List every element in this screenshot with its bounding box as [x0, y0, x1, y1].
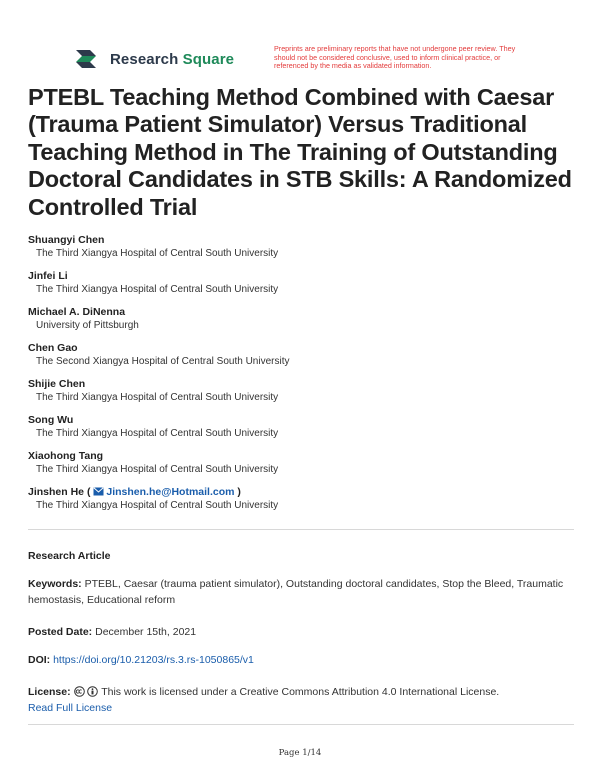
author-affiliation: The Second Xiangya Hospital of Central South University	[36, 356, 290, 367]
creative-commons-icon	[74, 686, 85, 697]
author-affiliation: The Third Xiangya Hospital of Central South University	[36, 500, 279, 511]
doi-link[interactable]: https://doi.org/10.21203/rs.3.rs-1050865/v1	[53, 654, 254, 666]
author-affiliation: The Third Xiangya Hospital of Central South University	[36, 464, 279, 475]
author-list	[28, 233, 576, 521]
corresponding-author-name: Jinshen He ( Jinshen.he@Hotmail.com )	[28, 486, 241, 498]
research-square-logo-icon	[74, 46, 104, 72]
author-entry	[28, 233, 576, 269]
author-affiliation: The Third Xiangya Hospital of Central South University	[36, 248, 279, 259]
paper-title: PTEBL Teaching Method Combined with Caesar (Trauma Patient Simulator) Versus Traditional Teaching Method in The Training of Outstanding Doctoral Candidates in STB Skills: A Randomized Controlled Trial	[28, 84, 572, 220]
author-entry	[28, 449, 576, 485]
author-affiliation: The Third Xiangya Hospital of Central South University	[36, 392, 279, 403]
logo-text-research: Research	[110, 50, 179, 68]
author-entry	[28, 341, 576, 377]
license	[28, 684, 576, 716]
research-square-logo[interactable]	[74, 46, 234, 72]
author-email-link[interactable]: Jinshen.he@Hotmail.com	[106, 486, 235, 498]
preprint-notice: Preprints are preliminary reports that have not undergone peer review. They should not be considered conclusive, used to inform clinical practice, or referenced by the media as validated information.	[274, 44, 516, 71]
license-label: License:	[28, 686, 71, 698]
divider	[28, 529, 574, 530]
author-name[interactable]: Michael A. DiNenna	[28, 306, 126, 318]
author-name[interactable]: Jinfei Li	[28, 270, 68, 282]
author-entry	[28, 413, 576, 449]
divider	[28, 724, 574, 725]
author-name[interactable]: Xiaohong Tang	[28, 450, 104, 462]
author-name[interactable]: Shuangyi Chen	[28, 234, 105, 246]
author-affiliation: The Third Xiangya Hospital of Central South University	[36, 428, 279, 439]
posted-date	[28, 624, 576, 640]
page-number: Page 1/14	[278, 748, 322, 758]
keywords-label: Keywords:	[28, 578, 82, 590]
author-name[interactable]: Chen Gao	[28, 342, 78, 354]
envelope-icon	[93, 487, 104, 496]
author-entry	[28, 269, 576, 305]
author-entry	[28, 305, 576, 341]
logo-wordmark	[110, 51, 234, 68]
article-type: Research Article	[28, 550, 111, 562]
keywords-value: PTEBL, Caesar (trauma patient simulator), Outstanding doctoral candidates, Stop the Bleed, Traumatic hemostasis, Educational reform	[28, 578, 564, 606]
author-name[interactable]: Song Wu	[28, 414, 74, 426]
author-name[interactable]: Jinshen He	[28, 486, 85, 498]
attribution-icon	[87, 686, 98, 697]
posted-date-value: December 15th, 2021	[95, 626, 197, 638]
author-affiliation: University of Pittsburgh	[36, 320, 139, 331]
corresponding-author-entry	[28, 485, 576, 521]
author-affiliation: The Third Xiangya Hospital of Central South University	[36, 284, 279, 295]
doi-label: DOI:	[28, 654, 51, 666]
posted-date-label: Posted Date:	[28, 626, 93, 638]
license-text: This work is licensed under a Creative Commons Attribution 4.0 International License.	[101, 686, 500, 698]
author-entry	[28, 377, 576, 413]
doi	[28, 652, 576, 668]
keywords	[28, 576, 576, 608]
read-full-license-link[interactable]: Read Full License	[28, 702, 113, 714]
author-name[interactable]: Shijie Chen	[28, 378, 86, 390]
logo-text-square: Square	[182, 50, 235, 68]
